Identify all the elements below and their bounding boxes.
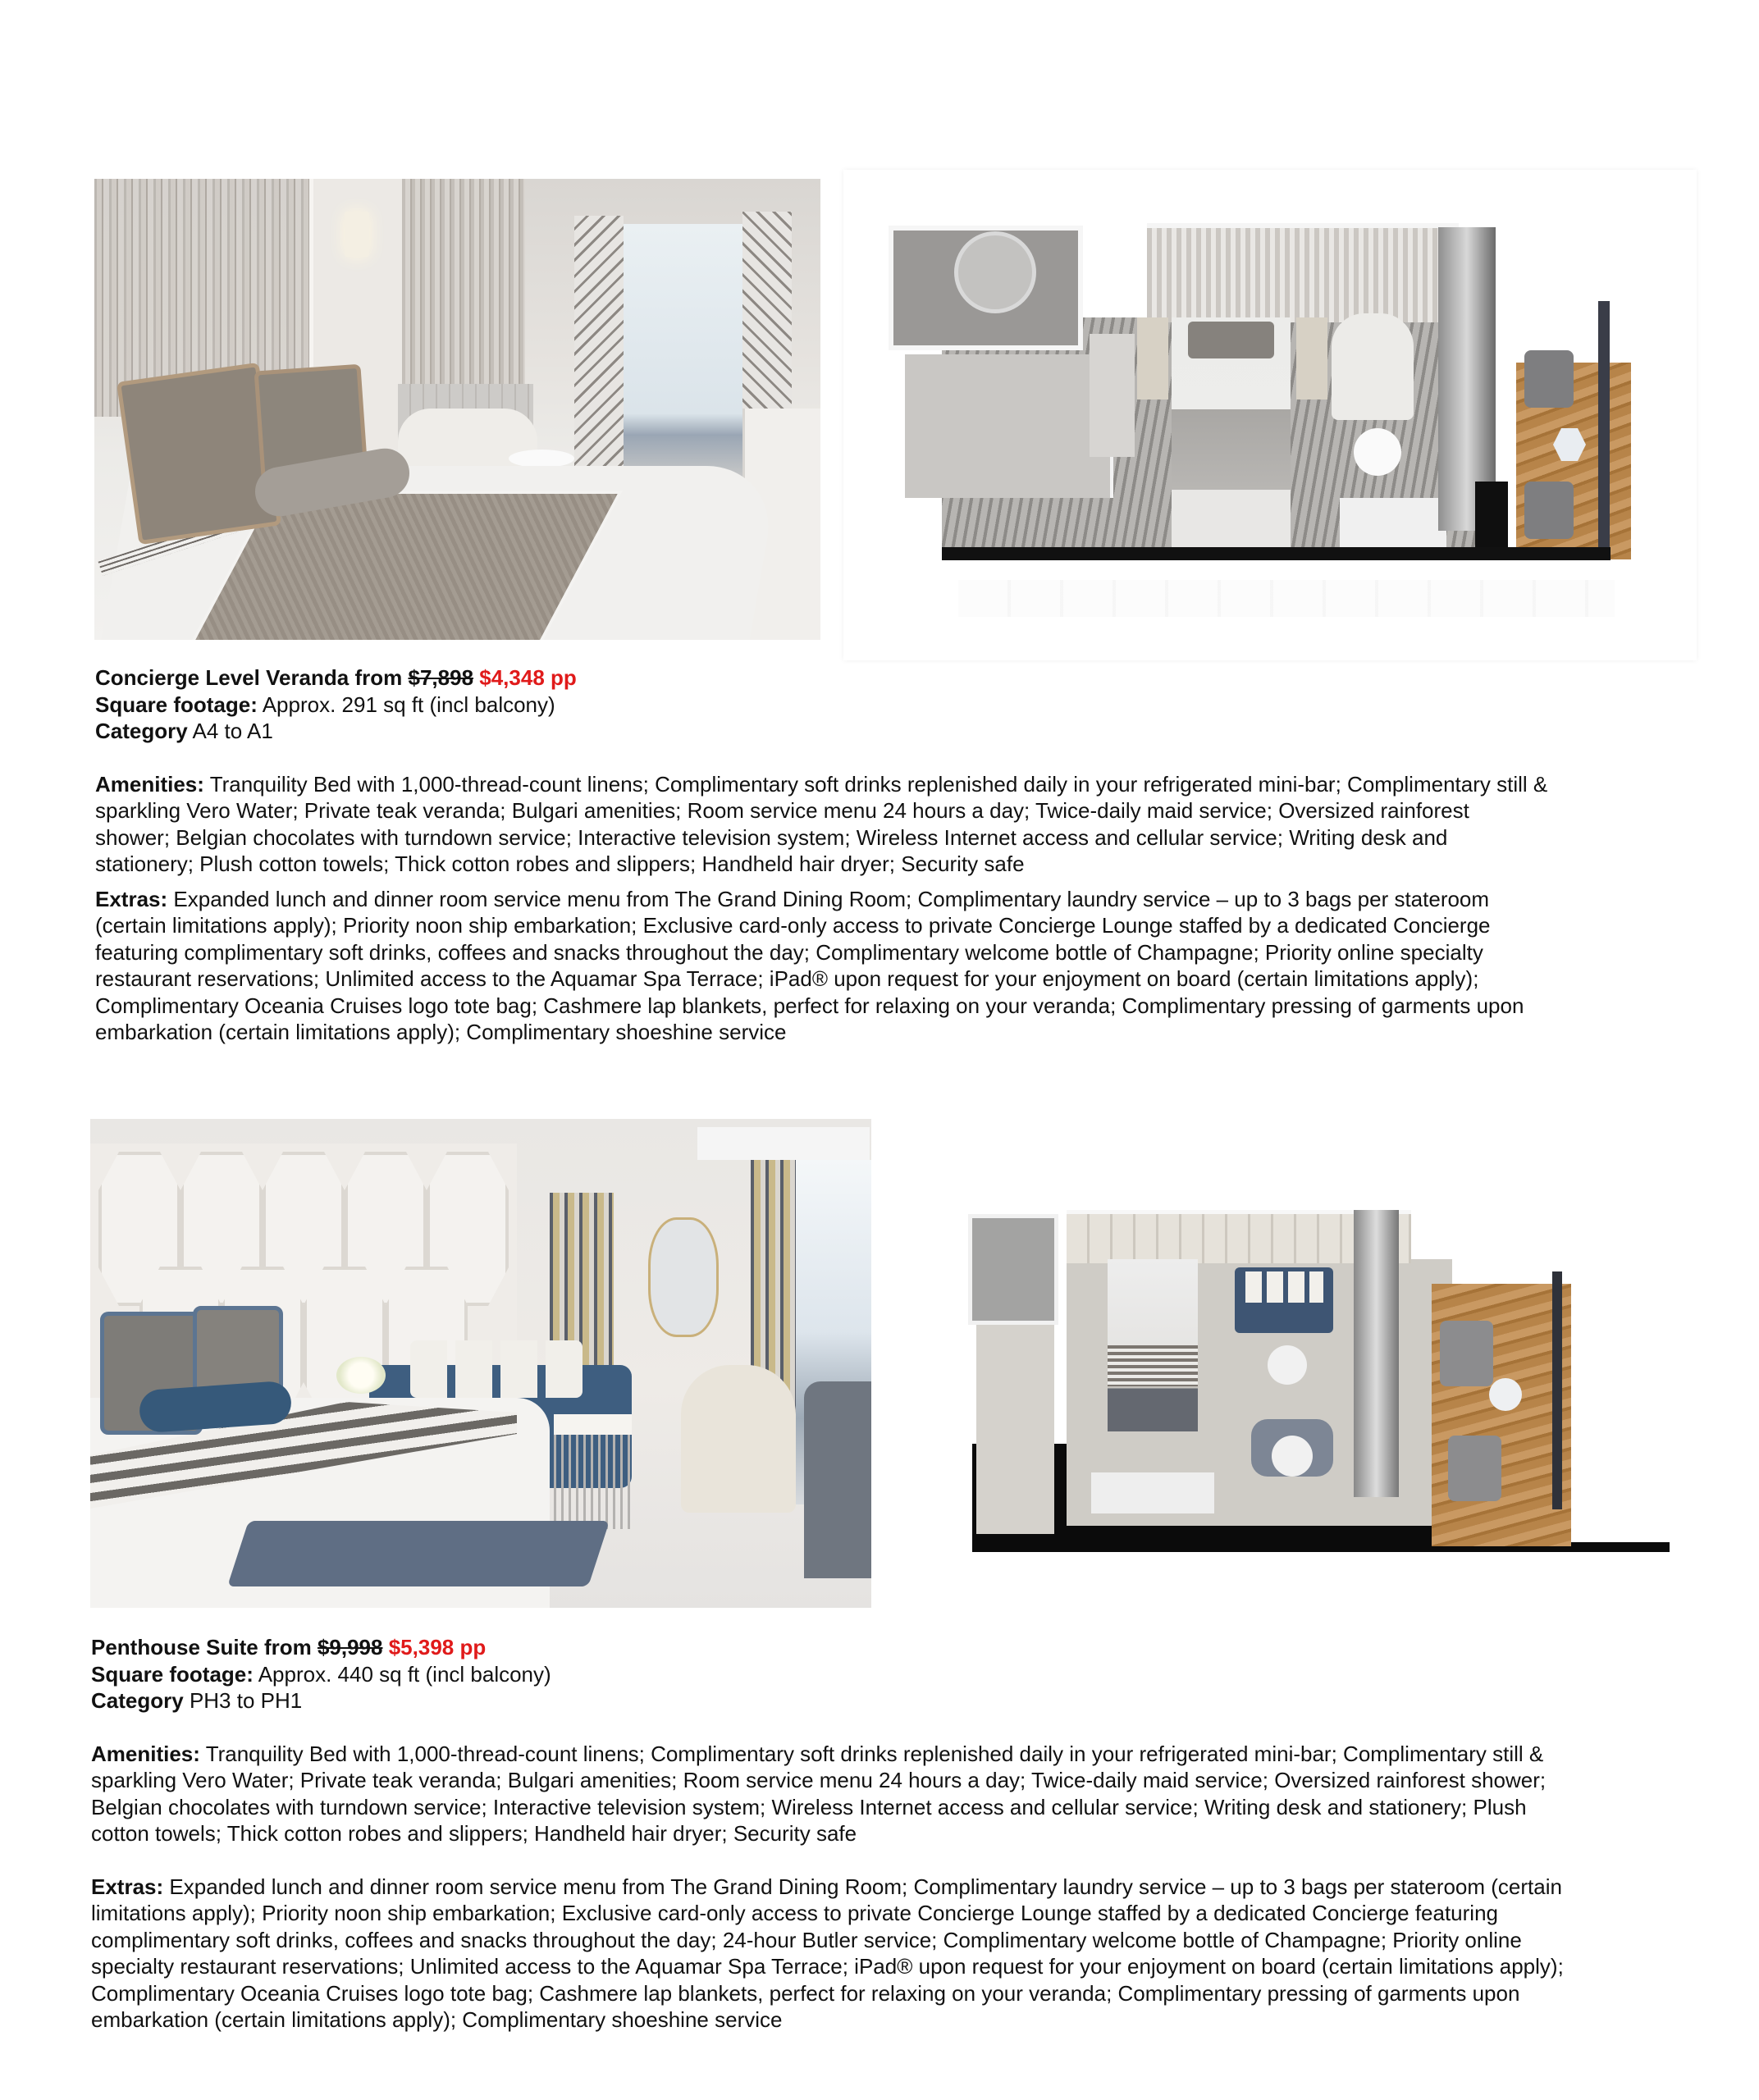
textured-wall-panel — [402, 179, 525, 384]
square-footage-value: Approx. 291 sq ft (incl balcony) — [262, 692, 555, 717]
wall-sconce — [345, 212, 369, 257]
reflection — [958, 580, 1615, 617]
vanity — [1090, 334, 1135, 457]
extras-line — [91, 1874, 1683, 1901]
category-label: Category — [95, 719, 188, 743]
sofa-pillows — [410, 1340, 583, 1398]
headboard-wall — [1147, 223, 1459, 322]
concierge-veranda-photo — [94, 179, 820, 640]
amenities-label: Amenities: — [95, 771, 204, 797]
veranda-chair — [1448, 1436, 1501, 1501]
extras-line — [95, 886, 1687, 913]
extras-line: limitations apply); Priority noon ship embarkation; Exclusive card-only access to private Concierge Lounge staffed by a dedicated Concierge featuring — [91, 1901, 1498, 1925]
amenities-text: Tranquility Bed with 1,000-thread-count linens; Complimentary soft drinks replenished daily in your refrigerated mini-bar; Complimentary still & — [205, 1741, 1544, 1766]
side-table — [509, 450, 574, 468]
extras-label: Extras: — [95, 886, 168, 911]
amenities-line — [91, 1741, 1683, 1768]
entry-hall — [976, 1321, 1054, 1534]
extras-line: specialty restaurant reservations; Unlimited access to the Aquamar Spa Terrace; iPad® upon request for your enjoyment on board (certain limitations apply); — [91, 1954, 1564, 1979]
veranda-table — [1489, 1378, 1522, 1411]
category-value: PH3 to PH1 — [189, 1688, 303, 1713]
amenities-line: Belgian chocolates with turndown service; Interactive television system; Wireless Internet access and cellular service; Writing desk and stationery; Plush — [91, 1794, 1527, 1819]
nightstand — [1296, 317, 1327, 399]
veranda-railing — [1598, 301, 1610, 547]
square-footage-label: Square footage: — [91, 1661, 254, 1687]
side-table — [554, 1414, 632, 1529]
extras-line: complimentary soft drinks, coffees and snacks throughout the day; 24-hour Butler service; Complimentary welcome bottle of Champagne; Priority online — [91, 1927, 1522, 1952]
wall-mirror — [648, 1217, 719, 1337]
veranda-chair — [1524, 350, 1574, 408]
patterned-chair — [804, 1381, 871, 1578]
suite-name: Concierge Level Veranda — [95, 665, 350, 690]
extras-text: Expanded lunch and dinner room service menu from The Grand Dining Room; Complimentary laundry service – up to 3 bags per stateroom (certain — [169, 1874, 1562, 1899]
extras-paragraph — [91, 1874, 1683, 2034]
square-footage-label: Square footage: — [95, 692, 258, 717]
amenities-paragraph — [95, 771, 1687, 878]
square-footage-line — [91, 1661, 1683, 1688]
amenities-line: sparkling Vero Water; Private teak veranda; Bulgari amenities; Room service menu 24 hours a day; Twice-daily maid service; Oversized rainforest shower; — [91, 1768, 1547, 1792]
bench — [227, 1521, 610, 1586]
category-value: A4 to A1 — [192, 719, 273, 743]
suite-block-penthouse — [91, 1634, 1683, 2034]
closet — [905, 354, 1113, 498]
extras-line: Complimentary Oceania Cruises logo tote bag; Cashmere lap blankets, perfect for relaxing on your veranda; Complimentary pressing of garments upon — [91, 1980, 1520, 2006]
sale-price: $5,398 pp — [388, 1635, 487, 1659]
extras-line: embarkation (certain limitations apply); Complimentary shoeshine service — [91, 2007, 783, 2032]
category-line — [95, 718, 1687, 745]
from-label: from — [263, 1635, 312, 1659]
dining-table — [1272, 1436, 1313, 1477]
amenities-line — [95, 771, 1687, 798]
veranda-chair — [1440, 1321, 1493, 1386]
desk — [1340, 498, 1446, 547]
floor-base — [942, 547, 1611, 560]
bathroom — [968, 1214, 1058, 1325]
desk — [1091, 1472, 1214, 1513]
glass-door — [1354, 1210, 1399, 1497]
extras-line: Complimentary Oceania Cruises logo tote bag; Cashmere lap blankets, perfect for relaxing on your veranda; Complimentary pressing of garments upon — [95, 993, 1524, 1018]
original-price: $9,998 — [317, 1635, 383, 1659]
amenities-text: Tranquility Bed with 1,000-thread-count linens; Complimentary soft drinks replenished daily in your refrigerated mini-bar; Complimentary still & — [209, 771, 1548, 797]
extras-line: restaurant reservations; Unlimited access to the Aquamar Spa Terrace; iPad® upon request for your enjoyment on board (certain limitations apply); — [95, 966, 1479, 991]
coffee-table — [1268, 1345, 1307, 1385]
sale-price: $4,348 pp — [479, 665, 577, 690]
nightstand — [1137, 317, 1168, 399]
coffee-table — [1354, 428, 1401, 476]
loveseat — [1332, 313, 1414, 420]
original-price: $7,898 — [408, 665, 474, 690]
square-footage-value: Approx. 440 sq ft (incl balcony) — [258, 1661, 551, 1687]
amenities-label: Amenities: — [91, 1741, 200, 1766]
amenities-line: cotton towels; Thick cotton robes and slippers; Handheld hair dryer; Security safe — [91, 1821, 857, 1846]
extras-label: Extras: — [91, 1874, 164, 1899]
bed-runner — [1108, 1345, 1198, 1386]
concierge-veranda-floorplan — [843, 170, 1697, 660]
pillows — [1188, 322, 1274, 358]
amenities-line: shower; Belgian chocolates with turndown service; Interactive television system; Wireless Internet access and cellular service; Writing desk and — [95, 824, 1448, 850]
penthouse-suite-floorplan — [943, 1181, 1702, 1567]
suite-name: Penthouse Suite — [91, 1635, 258, 1659]
amenities-paragraph — [91, 1741, 1683, 1847]
extras-line: featuring complimentary soft drinks, coffees and snacks throughout the day; Complimentary welcome bottle of Champagne; Priority online specialty — [95, 939, 1483, 965]
sofa-pillows — [1245, 1271, 1323, 1303]
from-label: from — [354, 665, 403, 690]
flower-vase — [336, 1357, 386, 1394]
extras-line: (certain limitations apply); Priority noon ship embarkation; Exclusive card-only access to private Concierge Lounge staffed by a dedicated Concierge — [95, 913, 1491, 938]
category-label: Category — [91, 1688, 184, 1713]
suite-title-line — [95, 664, 1687, 692]
amenities-line: sparkling Vero Water; Private teak veranda; Bulgari amenities; Room service menu 24 hours a day; Twice-daily maid service; Oversized rainforest — [95, 798, 1469, 823]
ceiling-vent — [697, 1127, 870, 1160]
extras-text: Expanded lunch and dinner room service menu from The Grand Dining Room; Complimentary laundry service – up to 3 bags per stateroom — [173, 886, 1490, 911]
veranda-chair — [1524, 482, 1574, 539]
suite-title-line — [91, 1634, 1683, 1661]
square-footage-line — [95, 692, 1687, 719]
suite-block-concierge-veranda — [95, 664, 1687, 1046]
armchair — [681, 1365, 796, 1513]
extras-line: embarkation (certain limitations apply); Complimentary shoeshine service — [95, 1020, 787, 1044]
amenities-line: stationery; Plush cotton towels; Thick cotton robes and slippers; Handheld hair dryer; Security safe — [95, 851, 1025, 876]
extras-paragraph — [95, 886, 1687, 1046]
veranda-railing — [1552, 1271, 1562, 1509]
category-line — [91, 1687, 1683, 1714]
round-mirror — [954, 231, 1036, 313]
penthouse-suite-photo — [90, 1119, 871, 1608]
